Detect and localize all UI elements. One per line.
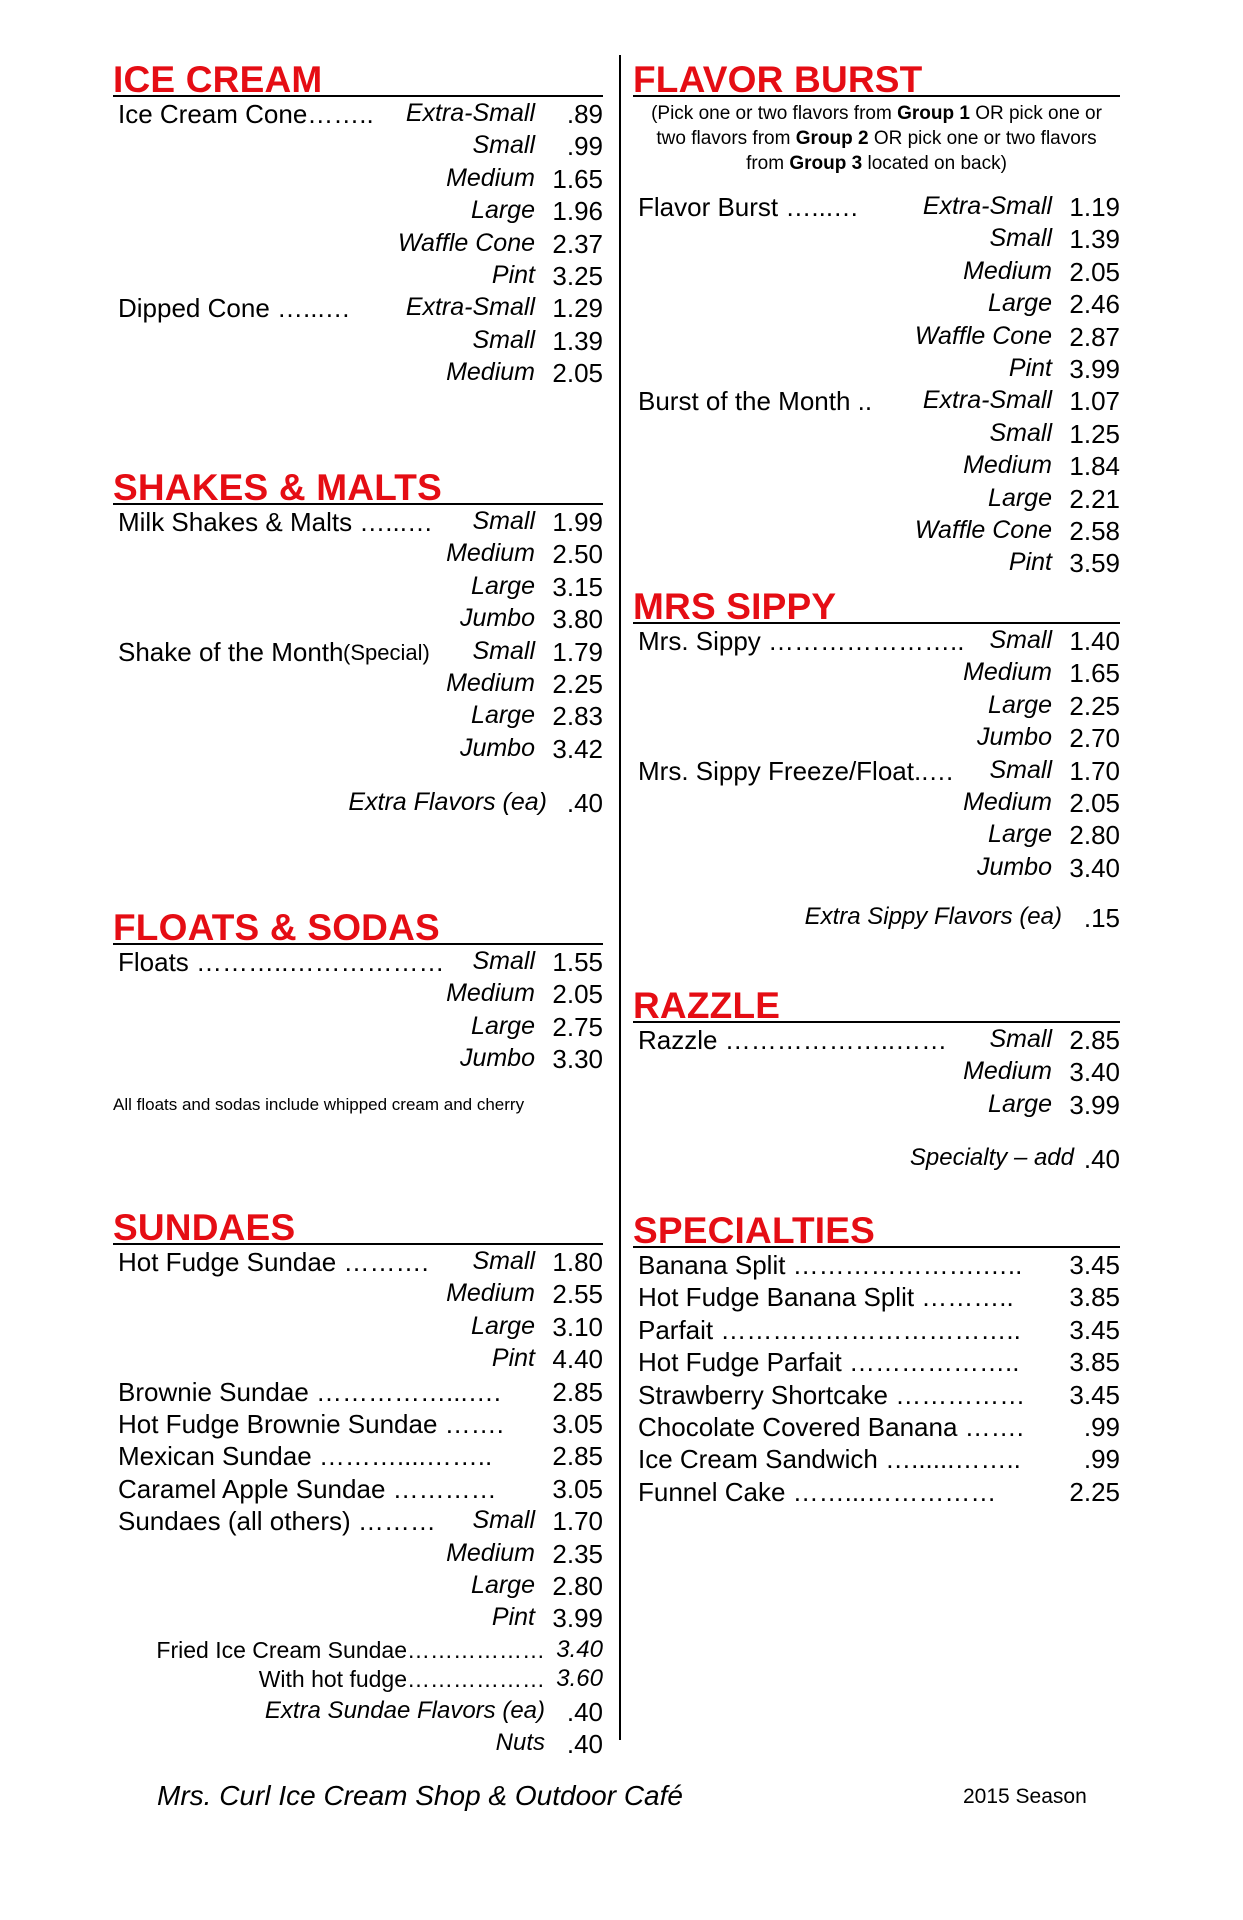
price: 3.10 (552, 1311, 603, 1342)
price: .99 (1083, 1411, 1120, 1442)
size-label: Medium (446, 539, 535, 568)
menu-rows (113, 1245, 603, 1634)
price: 3.59 (1069, 548, 1120, 579)
price: .89 (566, 99, 603, 129)
razzle-section (633, 981, 1120, 1175)
price: 2.58 (1069, 515, 1120, 546)
section-title: FLAVOR BURST (633, 59, 923, 100)
menu-rows (633, 190, 1120, 579)
price: .99 (1083, 1444, 1120, 1475)
menu-row (633, 1023, 1120, 1055)
size-label: Waffle Cone (914, 515, 1052, 544)
size-label: Small (989, 224, 1052, 253)
price: 1.55 (552, 947, 603, 977)
size-label: Jumbo (459, 604, 535, 633)
size-label: Medium (446, 1279, 535, 1308)
price: .99 (566, 131, 603, 162)
menu-rows (633, 1023, 1120, 1120)
with-hot-fudge-row (113, 1663, 603, 1695)
size-label: Extra-Small (405, 293, 535, 322)
price: 2.55 (552, 1279, 603, 1310)
menu-row (633, 255, 1120, 287)
menu-row (113, 324, 603, 356)
size-label: Large (988, 1089, 1052, 1118)
size-label: Extra-Small (922, 192, 1052, 220)
size-label: Large (471, 701, 535, 730)
size-label: Large (471, 571, 535, 600)
menu-row (113, 977, 603, 1009)
menu-row (113, 1537, 603, 1569)
menu-row (633, 1442, 1120, 1474)
shakes-section (113, 463, 603, 819)
menu-row (113, 97, 603, 129)
item-name-suffix: (Special) (343, 639, 430, 665)
price: 1.39 (1069, 224, 1120, 255)
price: 2.85 (1069, 1025, 1120, 1055)
nuts-label: Nuts (495, 1729, 545, 1757)
price: 2.21 (1069, 483, 1120, 514)
price: 2.83 (552, 701, 603, 732)
specialty-add-row (633, 1142, 1120, 1174)
price: 3.05 (552, 1473, 603, 1504)
price: 2.37 (552, 228, 603, 259)
size-label: Jumbo (459, 733, 535, 762)
size-label: Medium (446, 1538, 535, 1567)
menu-row (633, 417, 1120, 449)
size-label: Pint (1008, 548, 1052, 577)
menu-row (633, 449, 1120, 481)
menu-row (113, 1342, 603, 1374)
menu-row (113, 1042, 603, 1074)
size-label: Extra-Small (405, 99, 535, 127)
menu-row (633, 222, 1120, 254)
menu-row (113, 537, 603, 569)
menu-row (113, 570, 603, 602)
menu-row (633, 1313, 1120, 1345)
extra-sippy-flavors-row (633, 901, 1120, 933)
extra-sundae-flavors-row (113, 1695, 603, 1727)
item-name: Hot Fudge Parfait ……………….. (638, 1347, 1020, 1378)
price: 1.79 (552, 636, 603, 667)
item-name: Banana Split ………………….….. (638, 1250, 1023, 1280)
menu-row (113, 1277, 603, 1309)
section-title: SHAKES & MALTS (113, 467, 442, 508)
section-heading (113, 463, 603, 508)
specialty-add-label: Specialty – add (909, 1144, 1074, 1172)
size-label: Small (472, 131, 535, 160)
size-label: Extra-Small (922, 386, 1052, 415)
size-label: Pint (491, 1344, 535, 1373)
price: 1.25 (1069, 418, 1120, 449)
menu-row (113, 356, 603, 388)
size-label: Small (989, 1025, 1052, 1053)
item-name: Mrs. Sippy ………………….. (638, 626, 965, 656)
section-heading (633, 582, 1120, 627)
nuts-price: .40 (566, 1729, 603, 1760)
menu-row (113, 259, 603, 291)
menu-row (633, 754, 1120, 786)
price: 2.05 (552, 979, 603, 1010)
section-heading (633, 981, 1120, 1026)
menu-row (113, 945, 603, 977)
season-label: 2015 Season (963, 1785, 1087, 1808)
size-label: Medium (963, 658, 1052, 687)
section-title: ICE CREAM (113, 59, 323, 100)
size-label: Medium (446, 358, 535, 387)
extra-sundae-flavors-price: .40 (566, 1696, 603, 1727)
price: 2.70 (1069, 723, 1120, 754)
menu-row (633, 320, 1120, 352)
size-label: Small (989, 418, 1052, 447)
size-label: Large (471, 1011, 535, 1040)
price: 1.96 (552, 196, 603, 227)
price: 1.80 (552, 1247, 603, 1277)
menu-row (113, 699, 603, 731)
size-label: Waffle Cone (397, 228, 535, 257)
menu-row (113, 1010, 603, 1042)
price: 3.15 (552, 571, 603, 602)
specialty-add-price: .40 (1083, 1144, 1120, 1175)
size-label: Pint (491, 1603, 535, 1632)
menu-row (633, 287, 1120, 319)
item-name: Funnel Cake ……...…………… (638, 1476, 997, 1507)
item-name: Milk Shakes & Malts …...… (118, 507, 433, 537)
item-name: Ice Cream Cone…….. (118, 99, 374, 129)
menu-row (633, 1345, 1120, 1377)
menu-row (633, 1378, 1120, 1410)
item-name: Hot Fudge Sundae ………. (118, 1247, 429, 1277)
fried-sundae-label: Fried Ice Cream Sundae……………… (156, 1636, 545, 1663)
price: 2.35 (552, 1538, 603, 1569)
price: 2.50 (552, 539, 603, 570)
size-label: Large (988, 820, 1052, 849)
price: 3.42 (552, 733, 603, 764)
extra-sippy-flavors-label: Extra Sippy Flavors (ea) (804, 903, 1062, 931)
section-heading (633, 55, 1120, 100)
size-label: Small (472, 947, 535, 975)
menu-rows (113, 945, 603, 1075)
price: 1.65 (552, 163, 603, 194)
price: 2.25 (552, 668, 603, 699)
item-name: Mexican Sundae ………....…….. (118, 1441, 493, 1472)
price: 2.85 (552, 1441, 603, 1472)
menu-row (113, 1601, 603, 1633)
menu-row (113, 1472, 603, 1504)
price: 1.39 (552, 325, 603, 356)
item-name: Dipped Cone …...… (118, 293, 351, 324)
price: 2.85 (552, 1376, 603, 1407)
price: 3.25 (552, 260, 603, 291)
item-name: Mrs. Sippy Freeze/Float..… (638, 755, 955, 786)
menu-row (113, 1375, 603, 1407)
price: 3.85 (1069, 1282, 1120, 1313)
size-label: Medium (963, 256, 1052, 285)
menu-row (113, 635, 603, 667)
price: 3.05 (552, 1408, 603, 1439)
menu-row (113, 1439, 603, 1471)
menu-row (113, 1245, 603, 1277)
menu-row (113, 732, 603, 764)
size-label: Small (472, 1506, 535, 1535)
size-label: Large (471, 196, 535, 225)
menu-row (113, 602, 603, 634)
extra-sundae-flavors-label: Extra Sundae Flavors (ea) (264, 1696, 545, 1724)
size-label: Pint (1008, 353, 1052, 382)
extra-sippy-flavors-price: .15 (1083, 903, 1120, 934)
price: 4.40 (552, 1344, 603, 1375)
menu-row (633, 190, 1120, 222)
floats-note: All floats and sodas include whipped cream and cherry (113, 1094, 525, 1114)
size-label: Pint (491, 260, 535, 289)
price: 1.19 (1069, 192, 1120, 222)
size-label: Medium (446, 668, 535, 697)
item-name: Razzle ………………..…… (638, 1025, 948, 1055)
price: 1.70 (1069, 755, 1120, 786)
menu-rows (113, 97, 603, 389)
menu-rows (633, 1248, 1120, 1507)
menu-row (633, 818, 1120, 850)
price: 2.75 (552, 1011, 603, 1042)
price: 3.45 (1069, 1379, 1120, 1410)
size-label: Large (988, 289, 1052, 318)
menu-row (633, 384, 1120, 416)
size-label: Small (472, 507, 535, 535)
menu-row (633, 352, 1120, 384)
menu-rows (633, 624, 1120, 883)
menu-row (633, 689, 1120, 721)
menu-row (633, 1280, 1120, 1312)
price: 1.40 (1069, 626, 1120, 656)
menu-rows (113, 505, 603, 764)
size-label: Jumbo (976, 852, 1052, 881)
fried-sundae-price: 3.40 (556, 1635, 603, 1663)
price: 2.05 (1069, 787, 1120, 818)
item-name: Strawberry Shortcake …………… (638, 1379, 1026, 1410)
price: 1.65 (1069, 658, 1120, 689)
size-label: Jumbo (459, 1044, 535, 1073)
menu-row (633, 656, 1120, 688)
menu-row (113, 1569, 603, 1601)
price: 3.85 (1069, 1347, 1120, 1378)
price: 2.05 (552, 358, 603, 389)
size-label: Small (472, 1247, 535, 1275)
floats-section (113, 903, 603, 1115)
menu-row (113, 1504, 603, 1536)
menu-row (633, 1055, 1120, 1087)
column-divider (619, 55, 621, 1740)
section-heading (633, 1206, 1120, 1251)
menu-row (113, 291, 603, 323)
price: 3.99 (1069, 1089, 1120, 1120)
item-name: Ice Cream Sandwich …......…….. (638, 1444, 1021, 1475)
price: 2.80 (1069, 820, 1120, 851)
with-hot-fudge-price: 3.60 (556, 1664, 603, 1692)
item-name: Hot Fudge Brownie Sundae ……. (118, 1408, 504, 1439)
price: 1.99 (552, 507, 603, 537)
menu-row (113, 505, 603, 537)
size-label: Small (472, 325, 535, 354)
flavor-burst-section (633, 55, 1120, 579)
size-label: Medium (446, 163, 535, 192)
nuts-row (113, 1727, 603, 1759)
size-label: Large (988, 690, 1052, 719)
section-title: MRS SIPPY (633, 586, 837, 627)
section-title: SPECIALTIES (633, 1210, 876, 1251)
menu-row (633, 514, 1120, 546)
section-heading (113, 1203, 603, 1248)
extra-flavors-label: Extra Flavors (ea) (348, 788, 547, 817)
menu-row (113, 162, 603, 194)
price: 3.80 (552, 604, 603, 635)
item-name: Burst of the Month .. (638, 386, 873, 417)
item-name: Floats ………..……………… (118, 947, 445, 977)
menu-row (633, 1410, 1120, 1442)
price: 2.46 (1069, 289, 1120, 320)
size-label: Small (472, 636, 535, 665)
size-label: Medium (963, 787, 1052, 816)
size-label: Large (471, 1570, 535, 1599)
menu-row (633, 546, 1120, 578)
size-label: Waffle Cone (914, 321, 1052, 350)
section-title: FLOATS & SODAS (113, 907, 440, 948)
with-hot-fudge-label: With hot fudge……………… (258, 1665, 545, 1692)
menu-row (113, 194, 603, 226)
menu-row (113, 667, 603, 699)
size-label: Large (471, 1311, 535, 1340)
menu-row (633, 1248, 1120, 1280)
price: 3.99 (552, 1603, 603, 1634)
item-name: Flavor Burst …...… (638, 192, 860, 222)
item-name: Shake of the Month (118, 636, 344, 667)
item-name: Hot Fudge Banana Split ……….. (638, 1282, 1014, 1313)
price: 3.45 (1069, 1314, 1120, 1345)
menu-row (633, 786, 1120, 818)
specialties-section (633, 1206, 1120, 1507)
size-label: Jumbo (976, 723, 1052, 752)
section-heading (113, 55, 603, 100)
price: 3.40 (1069, 1057, 1120, 1088)
section-title: RAZZLE (633, 985, 781, 1026)
menu-row (633, 721, 1120, 753)
extra-flavors-row (113, 786, 603, 818)
size-label: Large (988, 483, 1052, 512)
flavor-burst-note: (Pick one or two flavors from Group 1 OR pick one or two flavors from Group 2 OR pick one or two flavors from Group 3 located on back) (651, 103, 1102, 174)
menu-row (113, 1310, 603, 1342)
item-name: Parfait …………………………….. (638, 1314, 1021, 1345)
price: 3.40 (1069, 852, 1120, 883)
price: 2.25 (1069, 690, 1120, 721)
price: 2.05 (1069, 256, 1120, 287)
item-name: Chocolate Covered Banana ……. (638, 1411, 1024, 1442)
item-name: Caramel Apple Sundae ………… (118, 1473, 497, 1504)
size-label: Small (989, 626, 1052, 654)
price: 1.70 (552, 1506, 603, 1537)
menu-row (633, 482, 1120, 514)
price: 1.07 (1069, 386, 1120, 417)
price: 2.80 (552, 1570, 603, 1601)
ice-cream-section (113, 55, 603, 389)
menu-row (633, 1088, 1120, 1120)
menu-row (113, 1407, 603, 1439)
menu-row (633, 624, 1120, 656)
section-title: SUNDAES (113, 1207, 296, 1248)
menu-row (633, 1475, 1120, 1507)
size-label: Small (989, 755, 1052, 784)
menu-row (113, 227, 603, 259)
price: 2.87 (1069, 321, 1120, 352)
price: 1.84 (1069, 451, 1120, 482)
mrs-sippy-section (633, 582, 1120, 934)
shop-name: Mrs. Curl Ice Cream Shop & Outdoor Café (157, 1780, 683, 1811)
item-name: Sundaes (all others) ……… (118, 1506, 436, 1537)
price: 3.30 (552, 1044, 603, 1075)
size-label: Medium (446, 979, 535, 1008)
sundaes-section (113, 1203, 603, 1759)
menu-row (113, 129, 603, 161)
menu-row (633, 851, 1120, 883)
size-label: Medium (963, 451, 1052, 480)
section-heading (113, 903, 603, 948)
size-label: Medium (963, 1057, 1052, 1086)
extra-flavors-price: .40 (566, 788, 603, 819)
price: 3.99 (1069, 353, 1120, 384)
fried-sundae-row (113, 1634, 603, 1663)
price: 2.25 (1069, 1476, 1120, 1507)
price: 1.29 (552, 293, 603, 324)
item-name: Brownie Sundae ……………...…. (118, 1376, 501, 1407)
price: 3.45 (1069, 1250, 1120, 1280)
